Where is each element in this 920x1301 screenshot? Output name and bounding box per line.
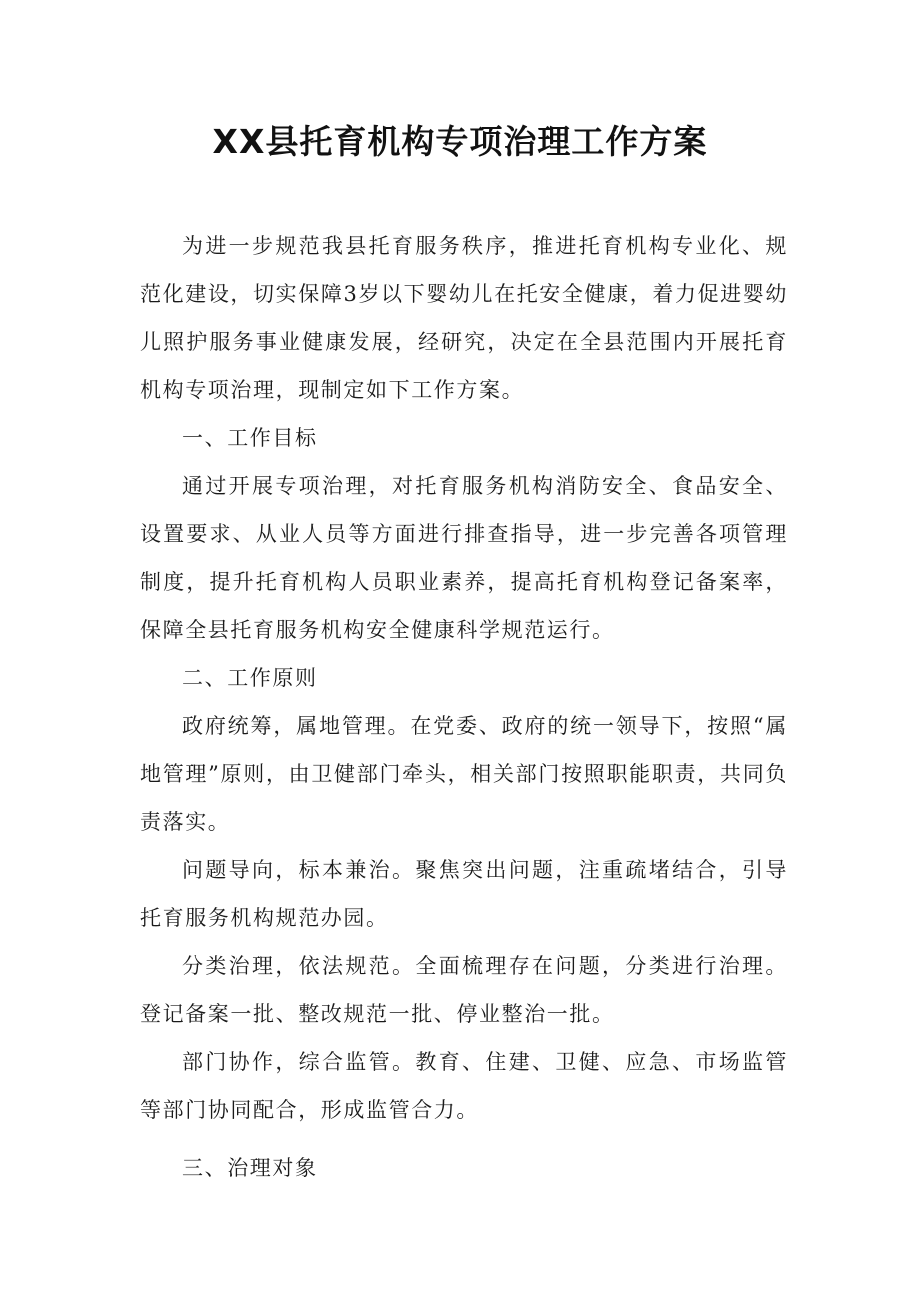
principle-paragraph-3: 分类治理，依法规范。全面梳理存在问题，分类进行治理。登记备案一批、整改规范一批、停业整治一批。 [140,954,788,1026]
goals-paragraph: 通过开展专项治理，对托育服务机构消防安全、食品安全、设置要求、从业人员等方面进行排查指导，进一步完善各项管理制度，提升托育机构人员职业素养，提高托育机构登记备案率，保障全县托育服务机构安全健康科学规范运行。 [140,474,788,642]
document-title: XX县托育机构专项治理工作方案 [212,122,708,161]
section-heading-goals: 一、工作目标 [182,426,318,450]
section-heading-principles: 二、工作原则 [182,666,318,690]
document-body [140,222,788,1192]
principle-paragraph-2: 问题导向，标本兼治。聚焦突出问题，注重疏堵结合，引导托育服务机构规范办园。 [140,858,788,930]
principle-paragraph-1: 政府统筹，属地管理。在党委、政府的统一领导下，按照“属地管理”原则，由卫健部门牵头，相关部门按照职能职责，共同负责落实。 [140,714,788,834]
intro-paragraph: 为进一步规范我县托育服务秩序，推进托育机构专业化、规范化建设，切实保障3岁以下婴幼儿在托安全健康，着力促进婴幼儿照护服务事业健康发展，经研究，决定在全县范围内开展托育机构专项治理，现制定如下工作方案。 [140,234,788,402]
principle-paragraph-4: 部门协作，综合监管。教育、住建、卫健、应急、市场监管等部门协同配合，形成监管合力。 [140,1050,788,1122]
section-heading-targets: 三、治理对象 [182,1156,318,1180]
